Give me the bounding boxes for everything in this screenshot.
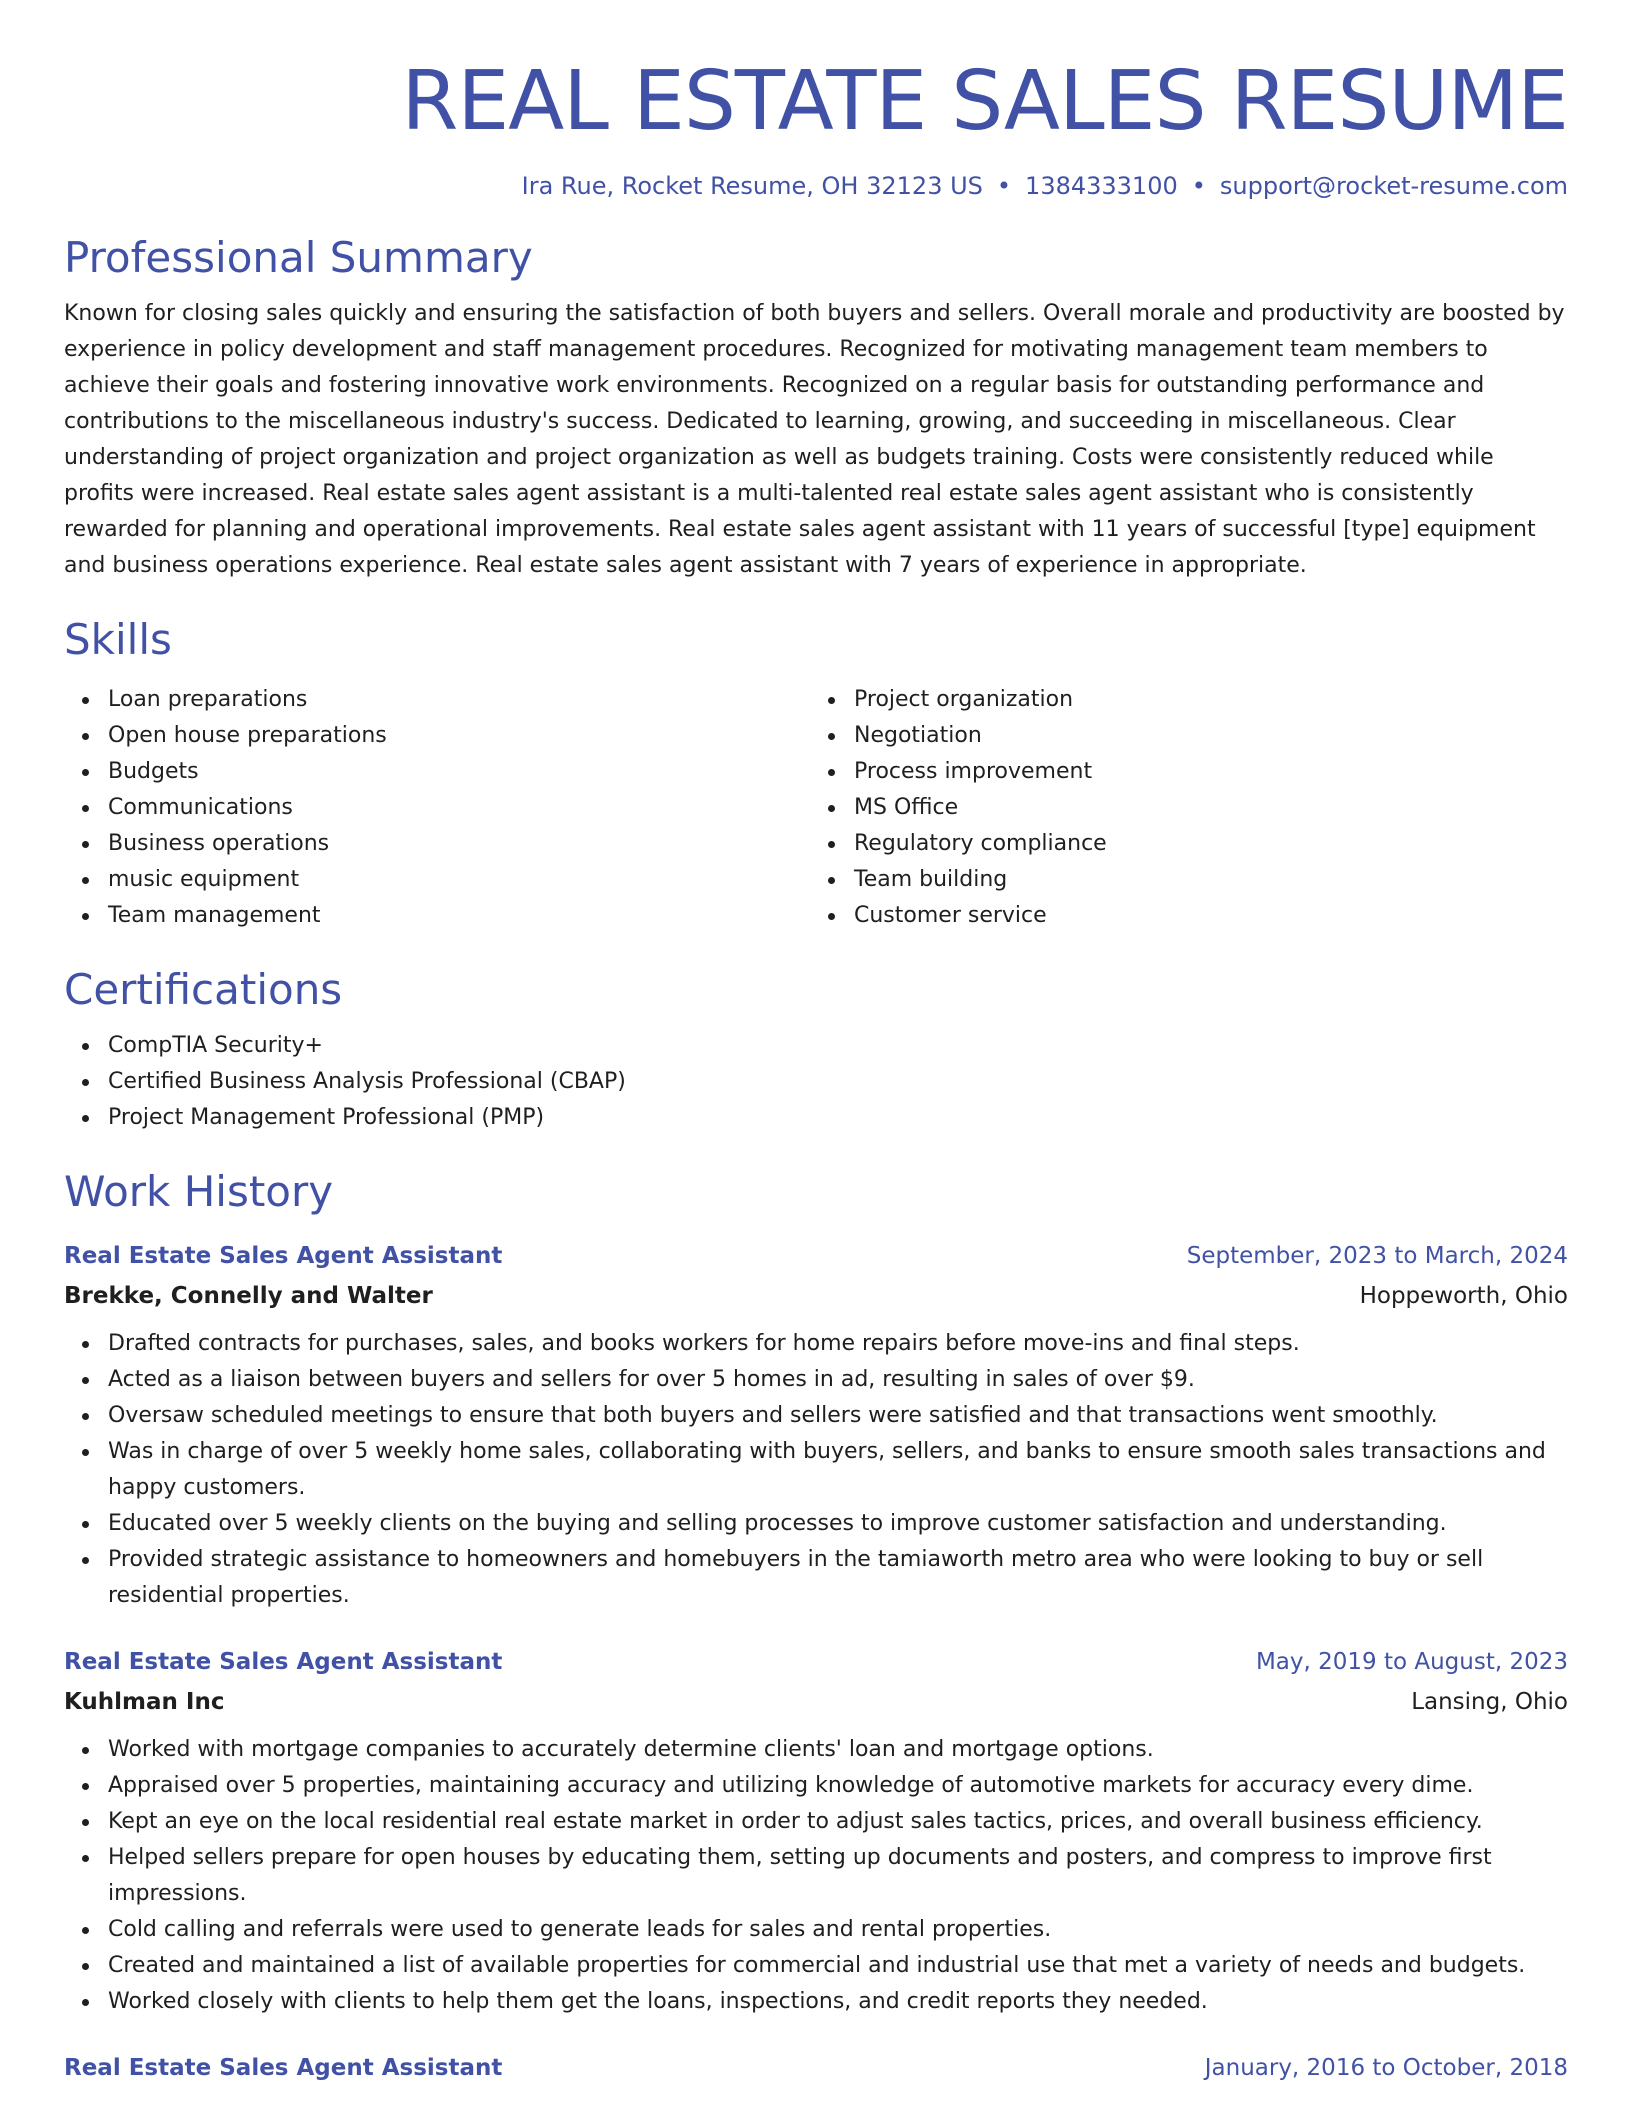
work-history-heading: Work History (64, 1167, 334, 1216)
contact-email[interactable]: support@rocket-resume.com (1219, 172, 1568, 200)
job-dates: January, 2016 to October, 2018 (1204, 2055, 1568, 2081)
skill-item: Regulatory compliance (854, 826, 1568, 862)
job-title: Real Estate Sales Agent Assistant (64, 1243, 503, 1269)
skills-list-right (816, 682, 1568, 934)
skill-item: Budgets (108, 754, 816, 790)
job-bullet: Worked with mortgage companies to accurately determine clients' loan and mortgage options. (108, 1732, 1568, 1768)
job-company-row (64, 1276, 1568, 1316)
job-title: Real Estate Sales Agent Assistant (64, 2055, 503, 2081)
skill-item: Customer service (854, 898, 1568, 934)
job-title-row (64, 2048, 1568, 2088)
job-bullet: Appraised over 5 properties, maintaining accuracy and utilizing knowledge of automotive markets for accuracy every dime. (108, 1768, 1568, 1804)
skill-item: Team management (108, 898, 816, 934)
contact-separator: • (1191, 172, 1206, 200)
job-dates: May, 2019 to August, 2023 (1255, 1649, 1568, 1675)
resume-title: REAL ESTATE SALES RESUME (401, 54, 1568, 149)
job-bullet: Worked closely with clients to help them get the loans, inspections, and credit reports they needed. (108, 1984, 1568, 2020)
skill-item: Negotiation (854, 718, 1568, 754)
resume-header (64, 52, 1568, 202)
job-dates: September, 2023 to March, 2024 (1186, 1243, 1568, 1269)
job-bullet: Provided strategic assistance to homeowners and homebuyers in the tamiaworth metro area who were looking to buy or sell residential properties. (108, 1542, 1568, 1614)
job-bullet: Acted as a liaison between buyers and sellers for over 5 homes in ad, resulting in sales of over $9. (108, 1362, 1568, 1398)
contact-phone: 1384333100 (1025, 172, 1178, 200)
skill-item: Business operations (108, 826, 816, 862)
job-bullet: Drafted contracts for purchases, sales, and books workers for home repairs before move-ins and final steps. (108, 1326, 1568, 1362)
skill-item: music equipment (108, 862, 816, 898)
job-bullet: Created and maintained a list of available properties for commercial and industrial use that met a variety of needs and budgets. (108, 1948, 1568, 1984)
skill-item: MS Office (854, 790, 1568, 826)
skill-item: Team building (854, 862, 1568, 898)
certifications-list (64, 1028, 1568, 1136)
skill-item: Process improvement (854, 754, 1568, 790)
job-bullet: Cold calling and referrals were used to generate leads for sales and rental properties. (108, 1912, 1568, 1948)
job-company: Kuhlman Inc (64, 1689, 225, 1715)
certification-item: Certified Business Analysis Professional (CBAP) (108, 1064, 1568, 1100)
skill-item: Open house preparations (108, 718, 816, 754)
job-entry (64, 1236, 1568, 1614)
job-title-row (64, 1236, 1568, 1276)
job-location: Hoppeworth, Ohio (1359, 1283, 1568, 1309)
summary-heading: Professional Summary (64, 233, 533, 282)
contact-address: Ira Rue, Rocket Resume, OH 32123 US (521, 172, 983, 200)
skills-grid (64, 678, 1568, 934)
certifications-heading: Certifications (64, 965, 343, 1014)
job-location: Lansing, Ohio (1411, 1689, 1568, 1715)
job-company-row (64, 1682, 1568, 1722)
skill-item: Communications (108, 790, 816, 826)
skill-item: Loan preparations (108, 682, 816, 718)
certification-item: Project Management Professional (PMP) (108, 1100, 1568, 1136)
job-bullet: Oversaw scheduled meetings to ensure that both buyers and sellers were satisfied and that transactions went smoothly. (108, 1398, 1568, 1434)
certification-item: CompTIA Security+ (108, 1028, 1568, 1064)
job-bullet: Educated over 5 weekly clients on the buying and selling processes to improve customer satisfaction and understanding. (108, 1506, 1568, 1542)
job-bullet: Kept an eye on the local residential real estate market in order to adjust sales tactics, prices, and overall business efficiency. (108, 1804, 1568, 1840)
job-bullet: Was in charge of over 5 weekly home sales, collaborating with buyers, sellers, and banks to ensure smooth sales transactions and happy customers. (108, 1434, 1568, 1506)
skill-item: Project organization (854, 682, 1568, 718)
summary-text: Known for closing sales quickly and ensuring the satisfaction of both buyers and sellers. Overall morale and productivity are boosted by experience in policy development and staff management procedures. Recognized for motivating management team members to achieve their goals and fostering innovative work environments. Recognized on a regular basis for outstanding performance and contributions to the miscellaneous industry's success. Dedicated to learning, growing, and succeeding in miscellaneous. Clear understanding of project organization and project organization as well as budgets training. Costs were consistently reduced while profits were increased. Real estate sales agent assistant is a multi-talented real estate sales agent assistant who is consistently rewarded for planning and operational improvements. Real estate sales agent assistant with 11 years of successful [type] equipment and business operations experience. Real estate sales agent assistant with 7 years of experience in appropriate. (64, 301, 1565, 578)
job-bullets (64, 1326, 1568, 1614)
contact-line (64, 170, 1568, 202)
job-bullet: Helped sellers prepare for open houses by educating them, setting up documents and posters, and compress to improve first impressions. (108, 1840, 1568, 1912)
skills-list-left (64, 682, 816, 934)
job-entry (64, 1642, 1568, 2020)
job-company: Brekke, Connelly and Walter (64, 1283, 433, 1309)
job-title: Real Estate Sales Agent Assistant (64, 1649, 503, 1675)
job-bullets (64, 1732, 1568, 2020)
job-entry (64, 2048, 1568, 2088)
skills-heading: Skills (64, 615, 172, 664)
job-title-row (64, 1642, 1568, 1682)
contact-separator: • (996, 172, 1012, 200)
